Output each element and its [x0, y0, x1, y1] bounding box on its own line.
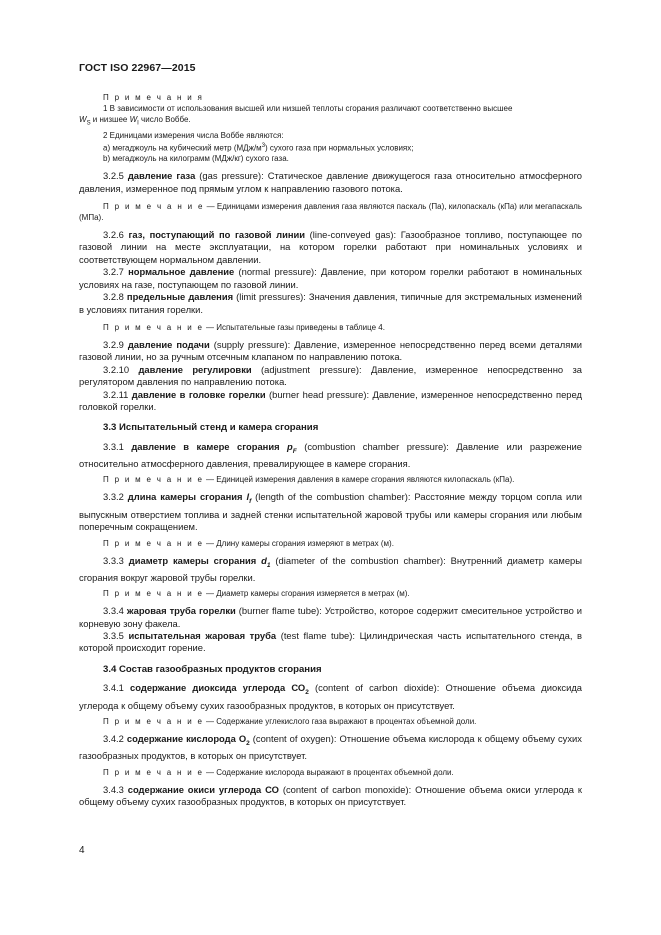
page-number: 4	[79, 845, 85, 856]
note-3-4-2: П р и м е ч а н и е — Содержание кислорода выражают в процентах объемной доли.	[103, 767, 454, 777]
definition-3-2-5: 3.2.5 давление газа (gas pressure): Статическое давление движущегося газа относительно атмосферного давления, измеренное под прямым углом к направлению газового потока.	[79, 170, 582, 194]
definition-3-3-5: 3.3.5 испытательная жаровая труба (test flame tube): Цилиндрическая часть испытательного стенда, в которой происходит горение.	[79, 630, 582, 654]
section-heading-3-3: 3.3 Испытательный стенд и камера сгорания	[103, 422, 319, 434]
note-2a: а) мегаджоуль на кубический метр $(МДж/м^3)$ сухого газа при нормальных условиях;	[103, 142, 414, 153]
definition-3-3-4: 3.3.4 жаровая труба горелки (burner flame tube): Устройство, которое содержит смесительное устройство и корневую зону факела.	[79, 605, 583, 629]
note-3-3-3: П р и м е ч а н и е — Диаметр камеры сгорания измеряется в метрах (м).	[103, 589, 410, 599]
note-3-2-5: П р и м е ч а н и е — Единицами измерения давления газа являются паскаль (Па), килопаскаль (кПа) или мегапаскаль (МПа).	[79, 202, 583, 223]
note-3-2-8: П р и м е ч а н и е — Испытательные газы приведены в таблице 4.	[103, 322, 385, 332]
page-header: ГОСТ ISO 22967—2015	[79, 62, 196, 74]
note-3-4-1: П р и м е ч а н и е — Содержание углекислого газа выражают в процентах объемной доли.	[103, 716, 477, 726]
note-1: 1 В зависимости от использования высшей или низшей теплоты сгорания различают соответственно высшее $W_S$ и низшее $W_I$ число Воббе.	[79, 104, 513, 127]
notes-label: П р и м е ч а н и я	[103, 93, 204, 102]
definition-3-2-9: 3.2.9 давление подачи (supply pressure): Давление, измеренное непосредственно перед всеми деталями газовой линии, но за ручным отсечным клапаном по направлению потока.	[79, 338, 582, 363]
note-2b: b) мегаджоуль на килограмм (МДж/кг) сухого газа.	[103, 154, 289, 164]
section-heading-3-4: 3.4 Состав газообразных продуктов сгорания	[103, 663, 322, 675]
definition-3-2-7: 3.2.7 нормальное давление (normal pressure): Давление, при котором горелки работают в номинальных условиях на газе, поступающем по газовой линии.	[79, 266, 582, 290]
definition-3-2-6: 3.2.6 газ, поступающий по газовой линии (line-conveyed gas): Газообразное топливо, поступающее по газовой линии на месте эксплуатации, на котором горелки работают при номинальных условиях и соответствующем нормальном давлении.	[79, 229, 582, 265]
definition-3-2-8: 3.2.8 предельные давления (limit pressures): Значения давления, типичные для экстремальных изменений в условиях питания горелки.	[79, 291, 582, 315]
note-3-3-2: П р и м е ч а н и е — Длину камеры сгорания измеряют в метрах (м).	[103, 538, 394, 548]
definition-3-2-10: 3.2.10 давление регулировки (adjustment pressure): Давление, измеренное непосредственно за регулятором давления по направлению потока.	[79, 363, 582, 388]
definition-3-4-3: 3.4.3 содержание окиси углерода СО (content of carbon monoxide): Отношение объема окиси углерода к общему объему сухих газообразных продуктов, в которых он присутствует.	[79, 783, 582, 808]
definition-3-3-1: 3.3.1 давление в камере сгорания $p_F$ (combustion chamber pressure): Давление или разрежение относительно атмосферного давления, превалирующее в камере сгорания.	[79, 440, 582, 470]
note-2: 2 Единицами измерения числа Воббе являются:	[103, 130, 284, 140]
definition-3-2-11: 3.2.11 давление в головке горелки (burner head pressure): Давление, измеренное непосредственно перед головкой горелки.	[79, 388, 582, 412]
definition-3-4-1: 3.4.1 содержание диоксида углерода $СО_2$ (content of carbon dioxide): Отношение объема диоксида углерода к общему объему сухих газообразных продуктов, в которых он присутствует.	[79, 682, 583, 711]
document-body	[79, 92, 582, 808]
definition-3-3-2: 3.3.2 длина камеры сгорания $l_f$ (length of the combustion chamber): Расстояние между торцом сопла или выпускным отверстием топлива и задней стенки испытательной жаровой трубы или камеры сгорания или любым поперечным сокращением.	[79, 491, 582, 533]
definition-3-4-2: 3.4.2 содержание кислорода $О_2$ (content of oxygen): Отношение объема кислорода к общему объему сухих газообразных продуктов, в которых он присутствует.	[79, 732, 582, 762]
note-3-3-1: П р и м е ч а н и е — Единицей измерения давления в камере сгорания являются килопаскаль (кПа).	[103, 475, 515, 485]
definition-3-3-3: 3.3.3 диаметр камеры сгорания $d_1$ (diameter of the combustion chamber): Внутренний диаметр камеры сгорания вокруг жаровой трубы горелки.	[79, 554, 582, 583]
